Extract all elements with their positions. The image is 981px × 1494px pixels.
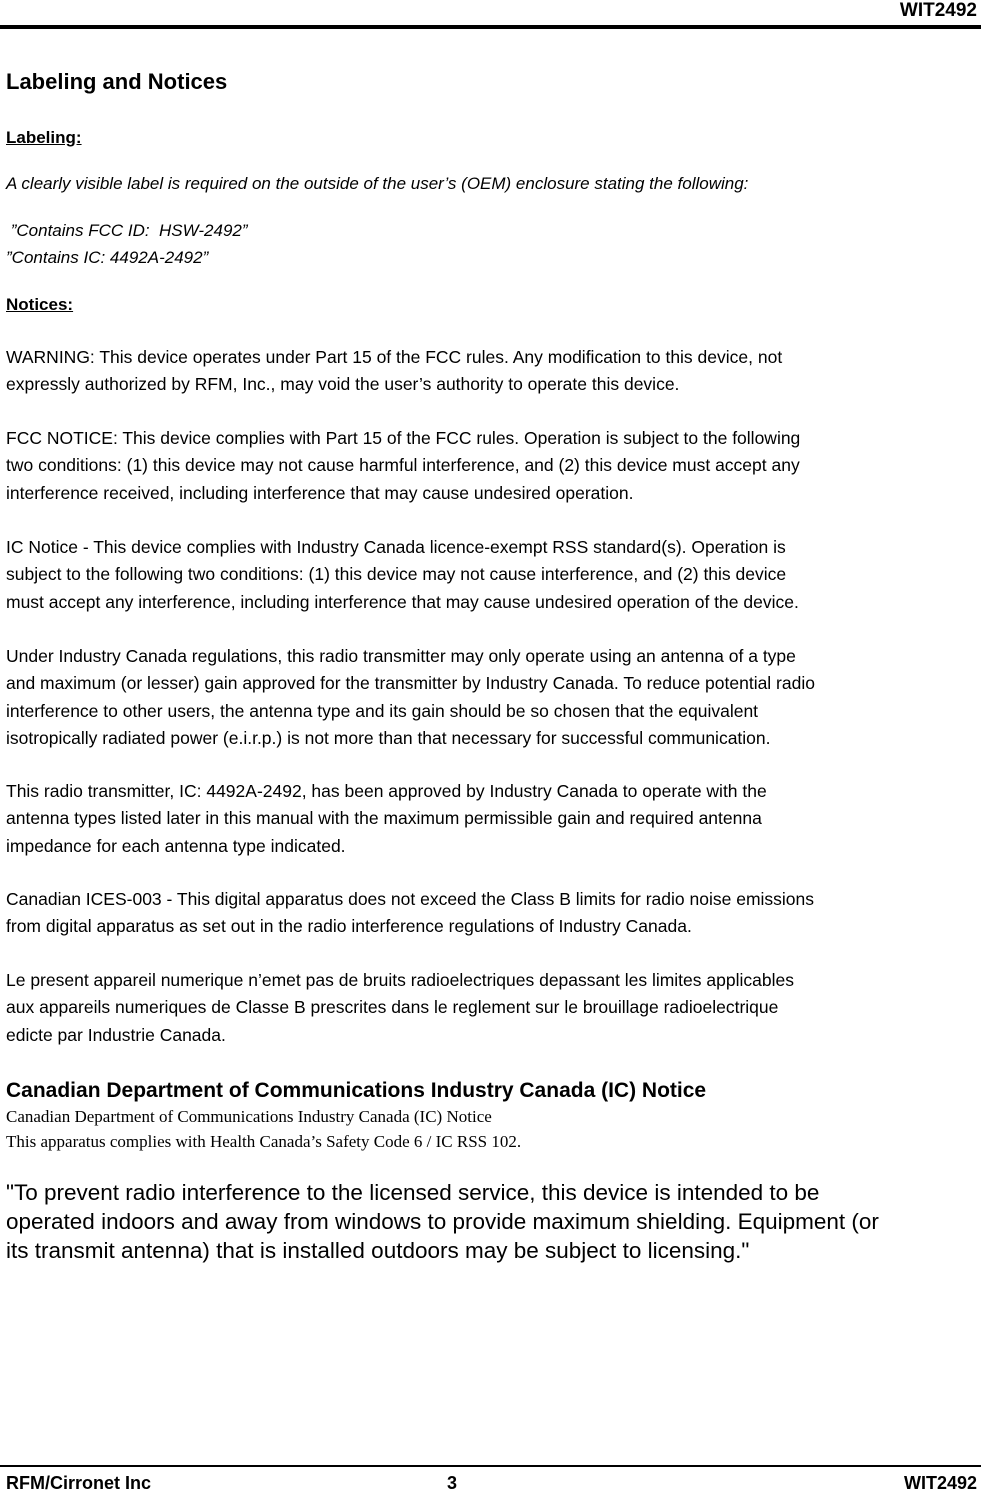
header-doc-id: WIT2492 — [899, 0, 977, 21]
notices-heading: Notices: — [6, 295, 74, 314]
paragraph-line: impedance for each antenna type indicated. — [6, 835, 346, 856]
paragraph-line: IC Notice - This device complies with Industry Canada licence-exempt RSS standard(s). Operation is — [6, 537, 786, 557]
paragraph-line: must accept any interference, including interference that may cause undesired operation of the device. — [6, 591, 799, 612]
footer-rule — [0, 1465, 981, 1467]
quote-line: "To prevent radio interference to the licensed service, this device is intended to be — [6, 1180, 820, 1205]
paragraph-line: interference to other users, the antenna type and its gain should be so chosen that the equivalent — [6, 700, 759, 721]
page-title: Labeling and Notices — [6, 69, 228, 94]
paragraph-line: two conditions: (1) this device may not cause harmful interference, and (2) this device must accept any — [6, 455, 800, 476]
ic-serif-line-1: Canadian Department of Communications Industry Canada (IC) Notice — [6, 1107, 492, 1126]
footer-doc-id: WIT2492 — [903, 1473, 977, 1493]
warning-paragraph — [6, 344, 976, 399]
paragraph-line: Under Industry Canada regulations, this radio transmitter may only operate using an antenna of a type — [6, 646, 796, 666]
paragraph-line: aux appareils numeriques de Classe B prescrites dans le reglement sur le brouillage radioelectrique — [6, 997, 779, 1018]
ic-section-heading: Canadian Department of Communications Industry Canada (IC) Notice — [6, 1079, 707, 1102]
paragraph-line: edicte par Industrie Canada. — [6, 1024, 226, 1045]
paragraph-line: expressly authorized by RFM, Inc., may void the user’s authority to operate this device. — [6, 374, 680, 395]
paragraph-line: and maximum (or lesser) gain approved for the transmitter by Industry Canada. To reduce potential radio — [6, 673, 815, 694]
ic-serif-line-2: This apparatus complies with Health Canada’s Safety Code 6 / IC RSS 102. — [6, 1132, 522, 1151]
labeling-heading: Labeling: — [6, 128, 82, 147]
paragraph-line: This radio transmitter, IC: 4492A-2492, has been approved by Industry Canada to operate with the — [6, 781, 767, 801]
footer-company: RFM/Cirronet Inc — [6, 1473, 152, 1493]
label-fcc-line: ”Contains FCC ID: HSW-2492” — [6, 221, 248, 240]
antenna-regulation-paragraph — [6, 643, 976, 752]
paragraph-line: WARNING: This device operates under Part 15 of the FCC rules. Any modification to this device, not — [6, 347, 783, 367]
transmitter-approval-paragraph — [6, 778, 976, 860]
header-rule — [0, 25, 981, 29]
paragraph-line: FCC NOTICE: This device complies with Part 15 of the FCC rules. Operation is subject to the following — [6, 428, 801, 448]
paragraph-line: Canadian ICES-003 - This digital apparatus does not exceed the Class B limits for radio noise emissions — [6, 889, 815, 909]
labeling-intro: A clearly visible label is required on the outside of the user’s (OEM) enclosure stating the following: — [6, 174, 749, 193]
licensing-quote — [6, 1178, 978, 1265]
paragraph-line: Le present appareil numerique n’emet pas de bruits radioelectriques depassant les limites applicables — [6, 970, 794, 990]
paragraph-line: antenna types listed later in this manual with the maximum permissible gain and required antenna — [6, 808, 762, 829]
ices-003-paragraph — [6, 886, 976, 941]
footer-page-number: 3 — [447, 1473, 458, 1493]
paragraph-line: isotropically radiated power (e.i.r.p.) is not more than that necessary for successful communication. — [6, 727, 771, 748]
quote-line: its transmit antenna) that is installed outdoors may be subject to licensing." — [6, 1238, 750, 1263]
paragraph-line: subject to the following two conditions: (1) this device may not cause interference, and (2) this device — [6, 564, 787, 585]
paragraph-line: interference received, including interference that may cause undesired operation. — [6, 482, 634, 503]
label-ic-line: ”Contains IC: 4492A-2492” — [6, 248, 209, 267]
quote-line: operated indoors and away from windows to provide maximum shielding. Equipment (or — [6, 1209, 879, 1234]
ic-notice-paragraph — [6, 534, 976, 616]
fcc-notice-paragraph — [6, 425, 976, 507]
french-notice-paragraph — [6, 967, 976, 1049]
paragraph-line: from digital apparatus as set out in the radio interference regulations of Industry Canada. — [6, 916, 692, 937]
